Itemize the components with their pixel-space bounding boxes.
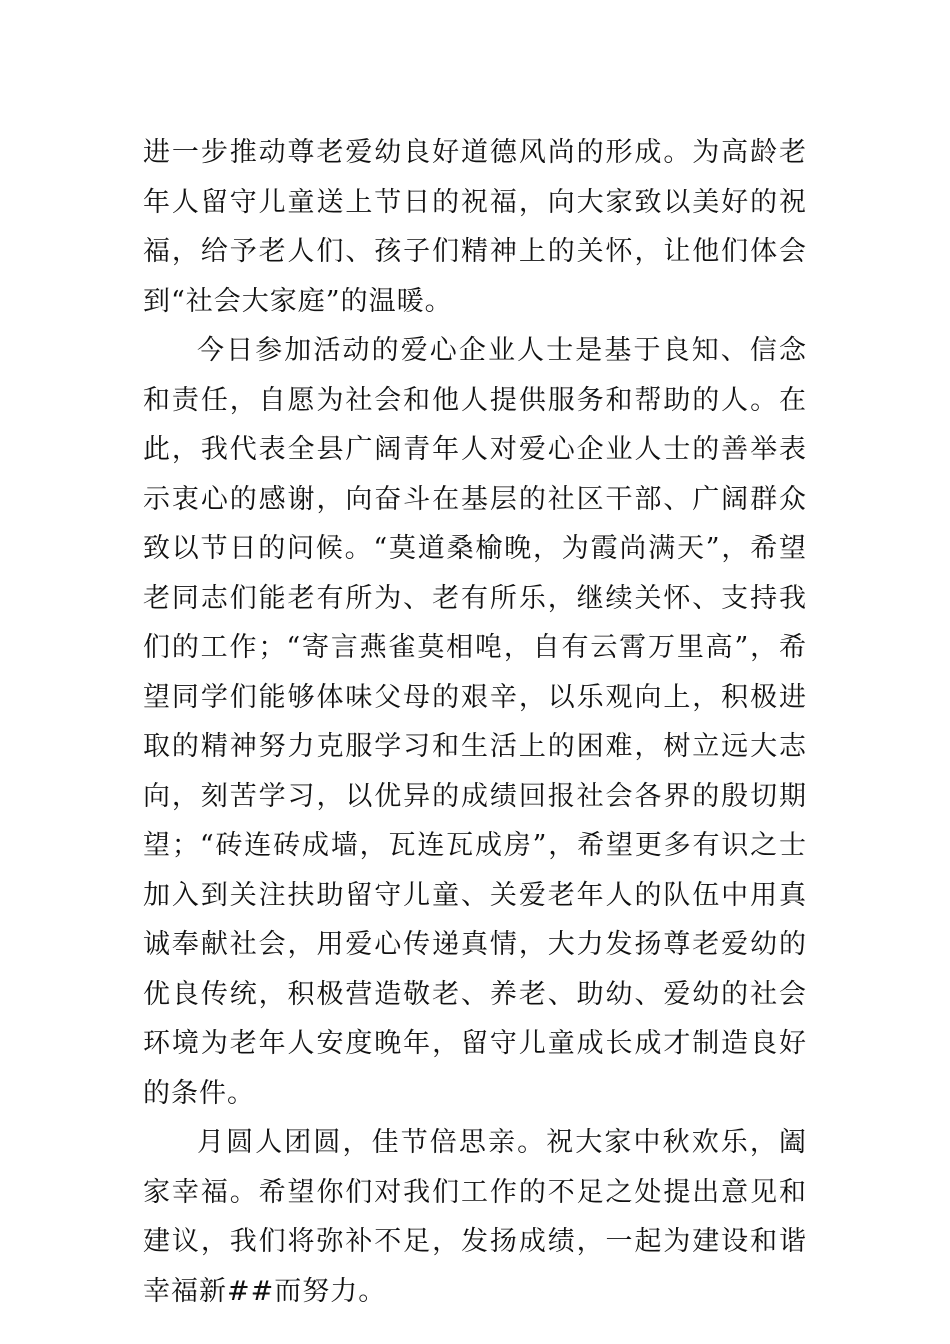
paragraph-1: 进一步推动尊老爱幼良好道德风尚的形成。为高龄老年人留守儿童送上节日的祝福，向大家致以美好的祝福，给予老人们、孩子们精神上的关怀，让他们体会到“社会大家庭”的温暖。 [143, 137, 807, 317]
document-body [143, 128, 807, 1316]
paragraph-3: 月圆人团圆，佳节倍思亲。祝大家中秋欢乐，阖家幸福。希望你们对我们工作的不足之处提出意见和建议，我们将弥补不足，发扬成绩，一起为建设和谐幸福新##而努力。 [143, 1127, 807, 1307]
paragraph-2: 今日参加活动的爱心企业人士是基于良知、信念和责任，自愿为社会和他人提供服务和帮助的人。在此，我代表全县广阔青年人对爱心企业人士的善举表示衷心的感谢，向奋斗在基层的社区干部、广阔群众致以节日的问候。“莫道桑榆晚，为霞尚满天”，希望老同志们能老有所为、老有所乐，继续关怀、支持我们的工作；“寄言燕雀莫相唣，自有云霄万里高”，希望同学们能够体味父母的艰辛，以乐观向上，积极进取的精神努力克服学习和生活上的困难，树立远大志向，刻苦学习，以优异的成绩回报社会各界的殷切期望；“砖连砖成墙，瓦连瓦成房”，希望更多有识之士加入到关注扶助留守儿童、关爱老年人的队伍中用真诚奉献社会，用爱心传递真情，大力发扬尊老爱幼的优良传统，积极营造敬老、养老、助幼、爱幼的社会环境为老年人安度晚年，留守儿童成长成才制造良好的条件。 [143, 335, 807, 1109]
